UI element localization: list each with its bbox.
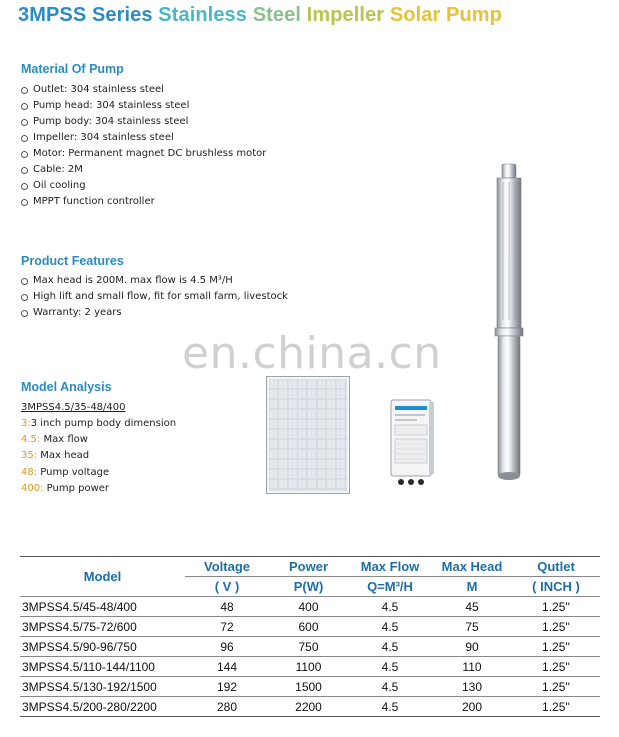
cell-model: 3MPSS4.5/75-72/600 [20,617,185,637]
list-item: Outlet: 304 stainless steel [21,82,266,98]
cell-flow: 4.5 [348,657,432,677]
column-header-head: Max Head [432,557,512,577]
cell-flow: 4.5 [348,617,432,637]
list-item: 400: Pump power [21,482,110,494]
bullet-icon [21,119,28,126]
material-list [21,82,266,210]
bullet-icon [21,199,28,206]
cell-voltage: 48 [185,597,269,617]
cell-outlet: 1.25'' [512,637,600,657]
list-item: MPPT function controller [21,194,266,210]
cell-outlet: 1.25'' [512,597,600,617]
table-row [20,597,600,617]
cell-head: 110 [432,657,512,677]
table-row [20,637,600,657]
table-row [20,697,600,717]
cell-voltage: 96 [185,637,269,657]
list-item: 3:3 inch pump body dimension [21,418,177,429]
unit-head: M [432,577,512,597]
cell-flow: 4.5 [348,597,432,617]
bullet-icon [21,294,28,301]
cell-power: 1100 [269,657,348,677]
spec-table [20,556,600,717]
cell-power: 1500 [269,677,348,697]
watermark: en.china.cn [182,328,442,379]
cell-model: 3MPSS4.5/110-144/1100 [20,657,185,677]
features-list [21,273,288,321]
cell-power: 750 [269,637,348,657]
page-title [18,4,502,27]
cell-flow: 4.5 [348,677,432,697]
cell-voltage: 144 [185,657,269,677]
list-item: Warranty: 2 years [21,305,288,321]
cell-model: 3MPSS4.5/130-192/1500 [20,677,185,697]
cell-outlet: 1.25'' [512,617,600,637]
list-item: Impeller: 304 stainless steel [21,130,266,146]
bullet-icon [21,183,28,190]
cell-model: 3MPSS4.5/200-280/2200 [20,697,185,717]
bullet-icon [21,310,28,317]
cell-head: 45 [432,597,512,617]
title-part-2: Stainless [158,4,248,26]
bullet-icon [21,151,28,158]
solar-panel-image [266,376,350,494]
column-header-flow: Max Flow [348,557,432,577]
list-item: 35: Max head [21,450,90,462]
features-heading: Product Features [21,254,124,268]
list-item: Max head is 200M. max flow is 4.5 M³/H [21,273,288,289]
unit-flow: Q=M³/H [348,577,432,597]
title-part-3: Steel [252,4,301,26]
unit-power: P(W) [269,577,348,597]
bullet-icon [21,167,28,174]
cell-power: 400 [269,597,348,617]
table-row [20,617,600,637]
column-header-power: Power [269,557,348,577]
cell-head: 75 [432,617,512,637]
table-row [20,677,600,697]
unit-voltage: ( V ) [185,577,269,597]
cell-voltage: 192 [185,677,269,697]
list-item: 4.5: Max flow [21,434,88,446]
bullet-icon [21,103,28,110]
bullet-icon [21,135,28,142]
title-part-4: Impeller [306,4,385,26]
cell-flow: 4.5 [348,697,432,717]
title-part-1: 3MPSS Series [18,4,153,26]
table-row [20,657,600,677]
column-header-model: Model [20,557,185,597]
title-part-5: Solar Pump [389,4,502,26]
cell-outlet: 1.25'' [512,657,600,677]
cell-voltage: 72 [185,617,269,637]
list-item: Pump body: 304 stainless steel [21,114,266,130]
cell-model: 3MPSS4.5/90-96/750 [20,637,185,657]
cell-head: 90 [432,637,512,657]
model-example: 3MPSS4.5/35-48/400 [21,402,126,413]
controller-image [389,398,435,490]
list-item: Motor: Permanent magnet DC brushless motor [21,146,266,162]
model-analysis-heading: Model Analysis [21,380,112,394]
cell-head: 130 [432,677,512,697]
material-heading: Material Of Pump [21,62,124,76]
pump-image [480,160,540,486]
bullet-icon [21,87,28,94]
cell-outlet: 1.25'' [512,677,600,697]
list-item: Pump head: 304 stainless steel [21,98,266,114]
cell-power: 2200 [269,697,348,717]
table-header-row [20,557,600,577]
list-item: High lift and small flow, fit for small farm, livestock [21,289,288,305]
list-item: 48: Pump voltage [21,466,110,478]
cell-outlet: 1.25'' [512,697,600,717]
bullet-icon [21,278,28,285]
cell-voltage: 280 [185,697,269,717]
model-analysis-list [21,416,176,497]
column-header-outlet: Qutlet [512,557,600,577]
list-item: Cable: 2M [21,162,266,178]
cell-power: 600 [269,617,348,637]
cell-head: 200 [432,697,512,717]
cell-model: 3MPSS4.5/45-48/400 [20,597,185,617]
column-header-voltage: Voltage [185,557,269,577]
list-item: Oil cooling [21,178,266,194]
unit-outlet: ( INCH ) [512,577,600,597]
cell-flow: 4.5 [348,637,432,657]
